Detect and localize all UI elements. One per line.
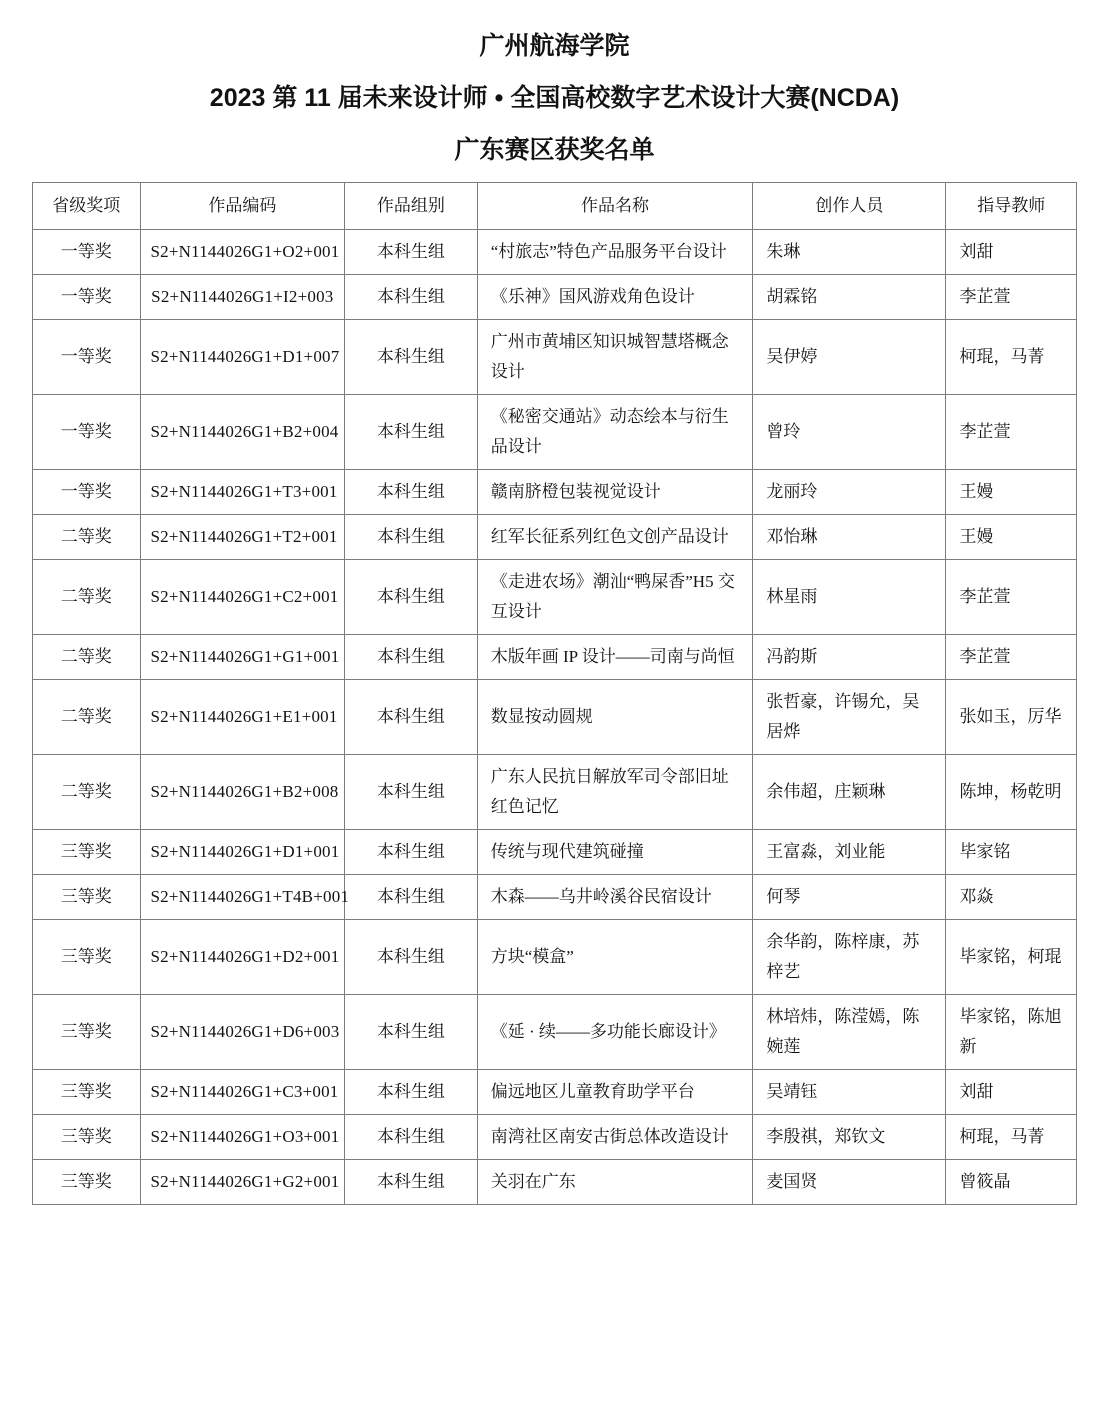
col-header-creators: 创作人员 [753, 183, 946, 230]
document-title-block [32, 20, 1077, 176]
table-row [33, 830, 1077, 875]
cell-group: 本科生组 [345, 1115, 478, 1160]
cell-title: 红军长征系列红色文创产品设计 [477, 515, 753, 560]
cell-creators: 张哲豪，许锡允，吴居烨 [753, 680, 946, 755]
cell-title: 传统与现代建筑碰撞 [477, 830, 753, 875]
cell-creators: 麦国贤 [753, 1160, 946, 1205]
table-row [33, 635, 1077, 680]
table-row [33, 320, 1077, 395]
cell-award: 二等奖 [33, 560, 141, 635]
cell-advisors: 李芷萱 [946, 635, 1077, 680]
cell-group: 本科生组 [345, 515, 478, 560]
cell-code: S2+N1144026G1+O2+001 [140, 230, 345, 275]
cell-code: S2+N1144026G1+G2+001 [140, 1160, 345, 1205]
col-header-award: 省级奖项 [33, 183, 141, 230]
cell-code: S2+N1144026G1+O3+001 [140, 1115, 345, 1160]
cell-creators: 林星雨 [753, 560, 946, 635]
cell-award: 二等奖 [33, 755, 141, 830]
cell-creators: 王富淼，刘业能 [753, 830, 946, 875]
cell-creators: 何琴 [753, 875, 946, 920]
cell-award: 三等奖 [33, 1115, 141, 1160]
table-row [33, 875, 1077, 920]
cell-title: 南湾社区南安古街总体改造设计 [477, 1115, 753, 1160]
cell-advisors: 刘甜 [946, 230, 1077, 275]
cell-creators: 朱琳 [753, 230, 946, 275]
cell-group: 本科生组 [345, 995, 478, 1070]
cell-code: S2+N1144026G1+D2+001 [140, 920, 345, 995]
cell-advisors: 李芷萱 [946, 275, 1077, 320]
cell-group: 本科生组 [345, 755, 478, 830]
cell-title: 《秘密交通站》动态绘本与衍生品设计 [477, 395, 753, 470]
cell-code: S2+N1144026G1+D1+007 [140, 320, 345, 395]
cell-award: 一等奖 [33, 275, 141, 320]
col-header-title: 作品名称 [477, 183, 753, 230]
cell-award: 三等奖 [33, 1070, 141, 1115]
cell-advisors: 柯琨，马菁 [946, 1115, 1077, 1160]
cell-title: 偏远地区儿童教育助学平台 [477, 1070, 753, 1115]
cell-code: S2+N1144026G1+D6+003 [140, 995, 345, 1070]
cell-code: S2+N1144026G1+T3+001 [140, 470, 345, 515]
table-row [33, 515, 1077, 560]
cell-group: 本科生组 [345, 830, 478, 875]
table-row [33, 995, 1077, 1070]
cell-advisors: 王嫚 [946, 470, 1077, 515]
table-body [33, 230, 1077, 1205]
cell-title: 《走进农场》潮汕“鸭屎香”H5 交互设计 [477, 560, 753, 635]
cell-advisors: 张如玉，厉华 [946, 680, 1077, 755]
cell-award: 三等奖 [33, 830, 141, 875]
cell-creators: 余华韵，陈梓康，苏梓艺 [753, 920, 946, 995]
cell-award: 三等奖 [33, 1160, 141, 1205]
cell-advisors: 刘甜 [946, 1070, 1077, 1115]
cell-code: S2+N1144026G1+D1+001 [140, 830, 345, 875]
cell-creators: 胡霖铭 [753, 275, 946, 320]
cell-title: 方块“模盒” [477, 920, 753, 995]
cell-creators: 余伟超，庄颖琳 [753, 755, 946, 830]
table-row [33, 920, 1077, 995]
cell-code: S2+N1144026G1+T4B+001 [140, 875, 345, 920]
cell-creators: 冯韵斯 [753, 635, 946, 680]
cell-advisors: 曾筱晶 [946, 1160, 1077, 1205]
table-row [33, 230, 1077, 275]
table-row [33, 395, 1077, 470]
cell-group: 本科生组 [345, 635, 478, 680]
cell-title: 木版年画 IP 设计——司南与尚恒 [477, 635, 753, 680]
table-row [33, 275, 1077, 320]
cell-title: 木森——乌井岭溪谷民宿设计 [477, 875, 753, 920]
cell-creators: 邓怡琳 [753, 515, 946, 560]
table-header-row [33, 183, 1077, 230]
awards-table [32, 182, 1077, 1205]
cell-award: 一等奖 [33, 230, 141, 275]
cell-title: 广东人民抗日解放军司令部旧址红色记忆 [477, 755, 753, 830]
cell-advisors: 柯琨，马菁 [946, 320, 1077, 395]
cell-advisors: 毕家铭，柯琨 [946, 920, 1077, 995]
cell-group: 本科生组 [345, 680, 478, 755]
cell-advisors: 王嫚 [946, 515, 1077, 560]
cell-advisors: 毕家铭，陈旭新 [946, 995, 1077, 1070]
table-row [33, 680, 1077, 755]
cell-award: 一等奖 [33, 320, 141, 395]
cell-creators: 吴伊婷 [753, 320, 946, 395]
cell-award: 一等奖 [33, 395, 141, 470]
cell-group: 本科生组 [345, 1160, 478, 1205]
cell-code: S2+N1144026G1+I2+003 [140, 275, 345, 320]
cell-advisors: 陈坤，杨乾明 [946, 755, 1077, 830]
cell-group: 本科生组 [345, 230, 478, 275]
cell-group: 本科生组 [345, 1070, 478, 1115]
cell-advisors: 李芷萱 [946, 395, 1077, 470]
cell-code: S2+N1144026G1+C3+001 [140, 1070, 345, 1115]
cell-creators: 曾玲 [753, 395, 946, 470]
cell-advisors: 邓焱 [946, 875, 1077, 920]
cell-group: 本科生组 [345, 875, 478, 920]
cell-creators: 龙丽玲 [753, 470, 946, 515]
title-university: 广州航海学院 [479, 32, 630, 60]
cell-code: S2+N1144026G1+B2+004 [140, 395, 345, 470]
cell-title: “村旅志”特色产品服务平台设计 [477, 230, 753, 275]
table-row [33, 1160, 1077, 1205]
cell-award: 三等奖 [33, 920, 141, 995]
cell-award: 二等奖 [33, 515, 141, 560]
title-competition: 2023 第 11 届未来设计师 • 全国高校数字艺术设计大赛(NCDA) [209, 84, 900, 112]
cell-award: 二等奖 [33, 680, 141, 755]
table-row [33, 470, 1077, 515]
cell-creators: 李殷祺，郑钦文 [753, 1115, 946, 1160]
cell-award: 一等奖 [33, 470, 141, 515]
cell-group: 本科生组 [345, 920, 478, 995]
title-subtitle: 广东赛区获奖名单 [454, 136, 655, 164]
cell-group: 本科生组 [345, 275, 478, 320]
cell-code: S2+N1144026G1+B2+008 [140, 755, 345, 830]
col-header-group: 作品组别 [345, 183, 478, 230]
cell-code: S2+N1144026G1+C2+001 [140, 560, 345, 635]
cell-group: 本科生组 [345, 470, 478, 515]
table-row [33, 1115, 1077, 1160]
table-row [33, 1070, 1077, 1115]
table-row [33, 755, 1077, 830]
cell-code: S2+N1144026G1+G1+001 [140, 635, 345, 680]
cell-title: 关羽在广东 [477, 1160, 753, 1205]
cell-group: 本科生组 [345, 320, 478, 395]
cell-group: 本科生组 [345, 395, 478, 470]
cell-advisors: 毕家铭 [946, 830, 1077, 875]
cell-group: 本科生组 [345, 560, 478, 635]
cell-code: S2+N1144026G1+E1+001 [140, 680, 345, 755]
col-header-code: 作品编码 [140, 183, 345, 230]
cell-title: 赣南脐橙包装视觉设计 [477, 470, 753, 515]
col-header-advisors: 指导教师 [946, 183, 1077, 230]
cell-title: 《延 · 续——多功能长廊设计》 [477, 995, 753, 1070]
cell-title: 广州市黄埔区知识城智慧塔概念设计 [477, 320, 753, 395]
cell-creators: 林培炜，陈滢嫣，陈婉莲 [753, 995, 946, 1070]
cell-creators: 吴靖钰 [753, 1070, 946, 1115]
cell-title: 《乐神》国风游戏角色设计 [477, 275, 753, 320]
table-row [33, 560, 1077, 635]
cell-award: 三等奖 [33, 995, 141, 1070]
cell-advisors: 李芷萱 [946, 560, 1077, 635]
cell-award: 二等奖 [33, 635, 141, 680]
cell-title: 数显按动圆规 [477, 680, 753, 755]
cell-code: S2+N1144026G1+T2+001 [140, 515, 345, 560]
cell-award: 三等奖 [33, 875, 141, 920]
